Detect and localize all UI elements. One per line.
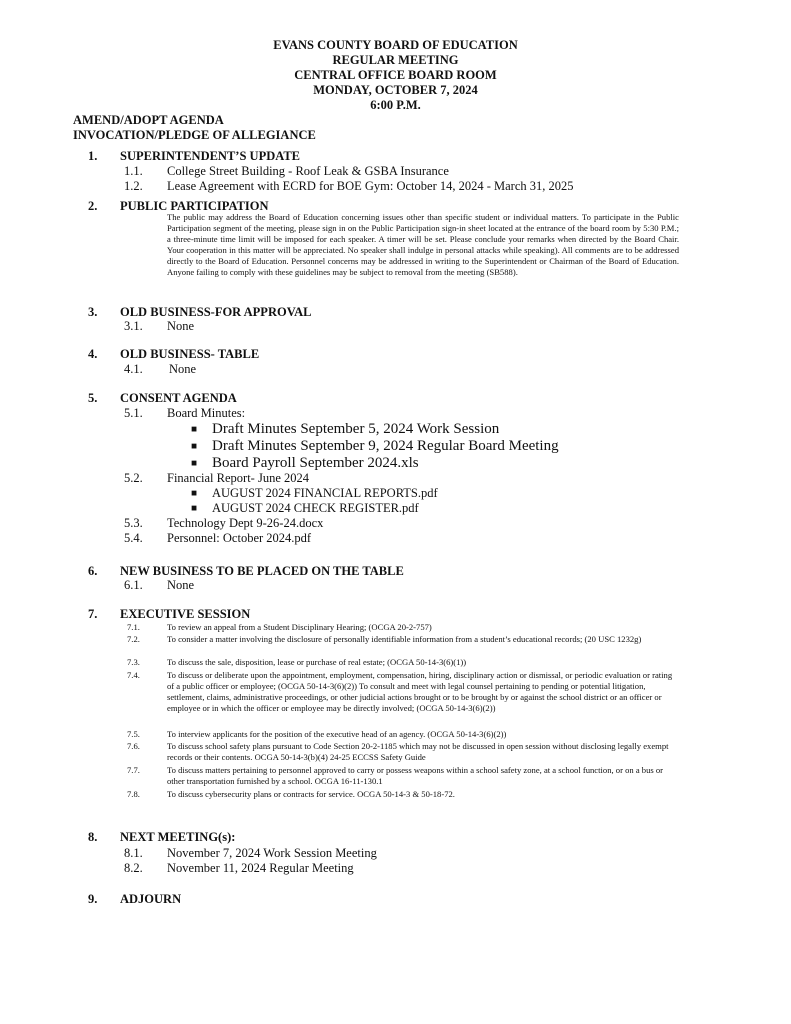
section-number: 8. <box>88 830 98 844</box>
section-title: CONSENT AGENDA <box>120 391 237 405</box>
section-title: EXECUTIVE SESSION <box>120 607 251 621</box>
section-title: NEXT MEETING(s): <box>120 830 236 844</box>
item-number: 7.5. <box>127 729 140 739</box>
section-number: 2. <box>88 199 98 213</box>
header-board-name: EVANS COUNTY BOARD OF EDUCATION <box>273 38 518 52</box>
item-number: 5.4. <box>124 531 143 545</box>
item-number: 8.2. <box>124 861 143 875</box>
item-text: To consider a matter involving the disclosure of personally identifiable information from a student’s educational records; (20 USC 1232g) <box>167 634 642 644</box>
item-text: Board Minutes: <box>167 406 246 420</box>
item-number: 5.1. <box>124 406 143 420</box>
bullet-text: Draft Minutes September 5, 2024 Work Session <box>212 421 500 437</box>
item-number: 7.8. <box>127 789 140 799</box>
item-text: November 7, 2024 Work Session Meeting <box>167 846 377 860</box>
item-text: To interview applicants for the position of the executive head of an agency. (OCGA 50-14-3(6)(2)) <box>167 729 507 739</box>
item-number: 7.6. <box>127 741 140 751</box>
item-text: To review an appeal from a Student Disciplinary Hearing; (OCGA 20-2-757) <box>167 622 432 632</box>
header-location: CENTRAL OFFICE BOARD ROOM <box>294 68 497 82</box>
section-number: 6. <box>88 564 98 578</box>
item-number: 5.3. <box>124 516 143 530</box>
item-number: 7.4. <box>127 670 140 680</box>
section-title: SUPERINTENDENT’S UPDATE <box>120 149 301 163</box>
section-number: 5. <box>88 391 98 405</box>
bullet-text: AUGUST 2024 FINANCIAL REPORTS.pdf <box>212 486 438 500</box>
section-title: OLD BUSINESS-FOR APPROVAL <box>120 305 312 319</box>
item-text: College Street Building - Roof Leak & GSBA Insurance <box>167 164 449 178</box>
public-participation-text: The public may address the Board of Education concerning issues other than specific student or individual matters. To participate in the Public Participation segment of the meeting, please sign in on the Public Participation sign-in sheet located at the entrance of the board room by 5:30 P.M.; a three-minute time limit will be imposed for each speaker. A timer will be set. Please conclude your remarks when directed by the Board Chair. Your cooperation in this matter will be appreciated. No speaker shall indulge in personal attacks while speaking). All comments are to be addressed directly to the Board of Education. Personnel concerns may be addressed in writing to the Superintendent or Chairman of the Board of Education. Anyone failing to comply with these guidelines may be subject to removal from the meeting (SB588). <box>167 212 679 277</box>
item-number: 4.1. <box>124 362 143 376</box>
bullet-square-icon: ■ <box>191 503 198 514</box>
item-number: 1.2. <box>124 179 143 193</box>
invocation-pledge: INVOCATION/PLEDGE OF ALLEGIANCE <box>73 128 316 142</box>
item-text: Technology Dept 9-26-24.docx <box>167 516 324 530</box>
section-number: 3. <box>88 305 98 319</box>
section-number: 9. <box>88 892 98 906</box>
bullet-text: AUGUST 2024 CHECK REGISTER.pdf <box>212 501 419 515</box>
amend-adopt-agenda: AMEND/ADOPT AGENDA <box>73 113 224 127</box>
section-title: PUBLIC PARTICIPATION <box>120 199 269 213</box>
header-time: 6:00 P.M. <box>370 98 421 112</box>
section-number: 4. <box>88 347 98 361</box>
item-number: 6.1. <box>124 578 143 592</box>
item-text: Financial Report- June 2024 <box>167 471 309 485</box>
bullet-square-icon: ■ <box>191 458 198 469</box>
item-text: November 11, 2024 Regular Meeting <box>167 861 354 875</box>
bullet-text: Draft Minutes September 9, 2024 Regular Board Meeting <box>212 438 559 454</box>
item-text: Lease Agreement with ECRD for BOE Gym: October 14, 2024 - March 31, 2025 <box>167 179 574 193</box>
header-date: MONDAY, OCTOBER 7, 2024 <box>313 83 478 97</box>
item-number: 7.3. <box>127 657 140 667</box>
section-title: ADJOURN <box>120 892 182 906</box>
section-number: 1. <box>88 149 98 163</box>
item-number: 7.7. <box>127 765 140 775</box>
item-number: 7.2. <box>127 634 140 644</box>
bullet-square-icon: ■ <box>191 441 198 452</box>
item-text: To discuss cybersecurity plans or contracts for service. OCGA 50-14-3 & 50-18-72. <box>167 789 455 799</box>
item-number: 7.1. <box>127 622 140 632</box>
item-text: To discuss matters pertaining to personnel approved to carry or possess weapons within a school safety zone, at a school function, or on a bus or other transportation furnished by a school. OCGA 16-11-130.1 <box>167 765 664 786</box>
item-number: 8.1. <box>124 846 143 860</box>
item-text: None <box>167 578 195 592</box>
item-text: None <box>169 362 197 376</box>
section-title: OLD BUSINESS- TABLE <box>120 347 260 361</box>
item-text: Personnel: October 2024.pdf <box>167 531 312 545</box>
item-number: 1.1. <box>124 164 143 178</box>
bullet-text: Board Payroll September 2024.xls <box>212 455 419 471</box>
header-meeting-type: REGULAR MEETING <box>332 53 459 67</box>
section-title: NEW BUSINESS TO BE PLACED ON THE TABLE <box>120 564 404 578</box>
bullet-square-icon: ■ <box>191 424 198 435</box>
item-text: To discuss the sale, disposition, lease or purchase of real estate; (OCGA 50-14-3(6)(1)) <box>167 657 467 667</box>
item-number: 5.2. <box>124 471 143 485</box>
item-number: 3.1. <box>124 319 143 333</box>
item-text: To discuss or deliberate upon the appointment, employment, compensation, hiring, disciplinary action or dismissal, or periodic evaluation or rating of a public officer or employee; (OCGA 50-14-3(6)(2)) To consult and meet with legal counsel pertaining to pending or potential litigation, settlement, claims, administrative proceedings, or other judicial actions brought or to be brought by or against the school district or an officer or employee or in which the officer or employee may be directly involved; (OCGA 50-14-3(6)(2)) <box>167 670 673 713</box>
item-text: None <box>167 319 195 333</box>
bullet-square-icon: ■ <box>191 488 198 499</box>
item-text: To discuss school safety plans pursuant to Code Section 20-2-1185 which may not be discussed in open session without disclosing legally exempt records or their contents. OCGA 50-14-3(b)(4) 24-25 ECCSS Safety Guide <box>167 741 669 762</box>
section-number: 7. <box>88 607 98 621</box>
